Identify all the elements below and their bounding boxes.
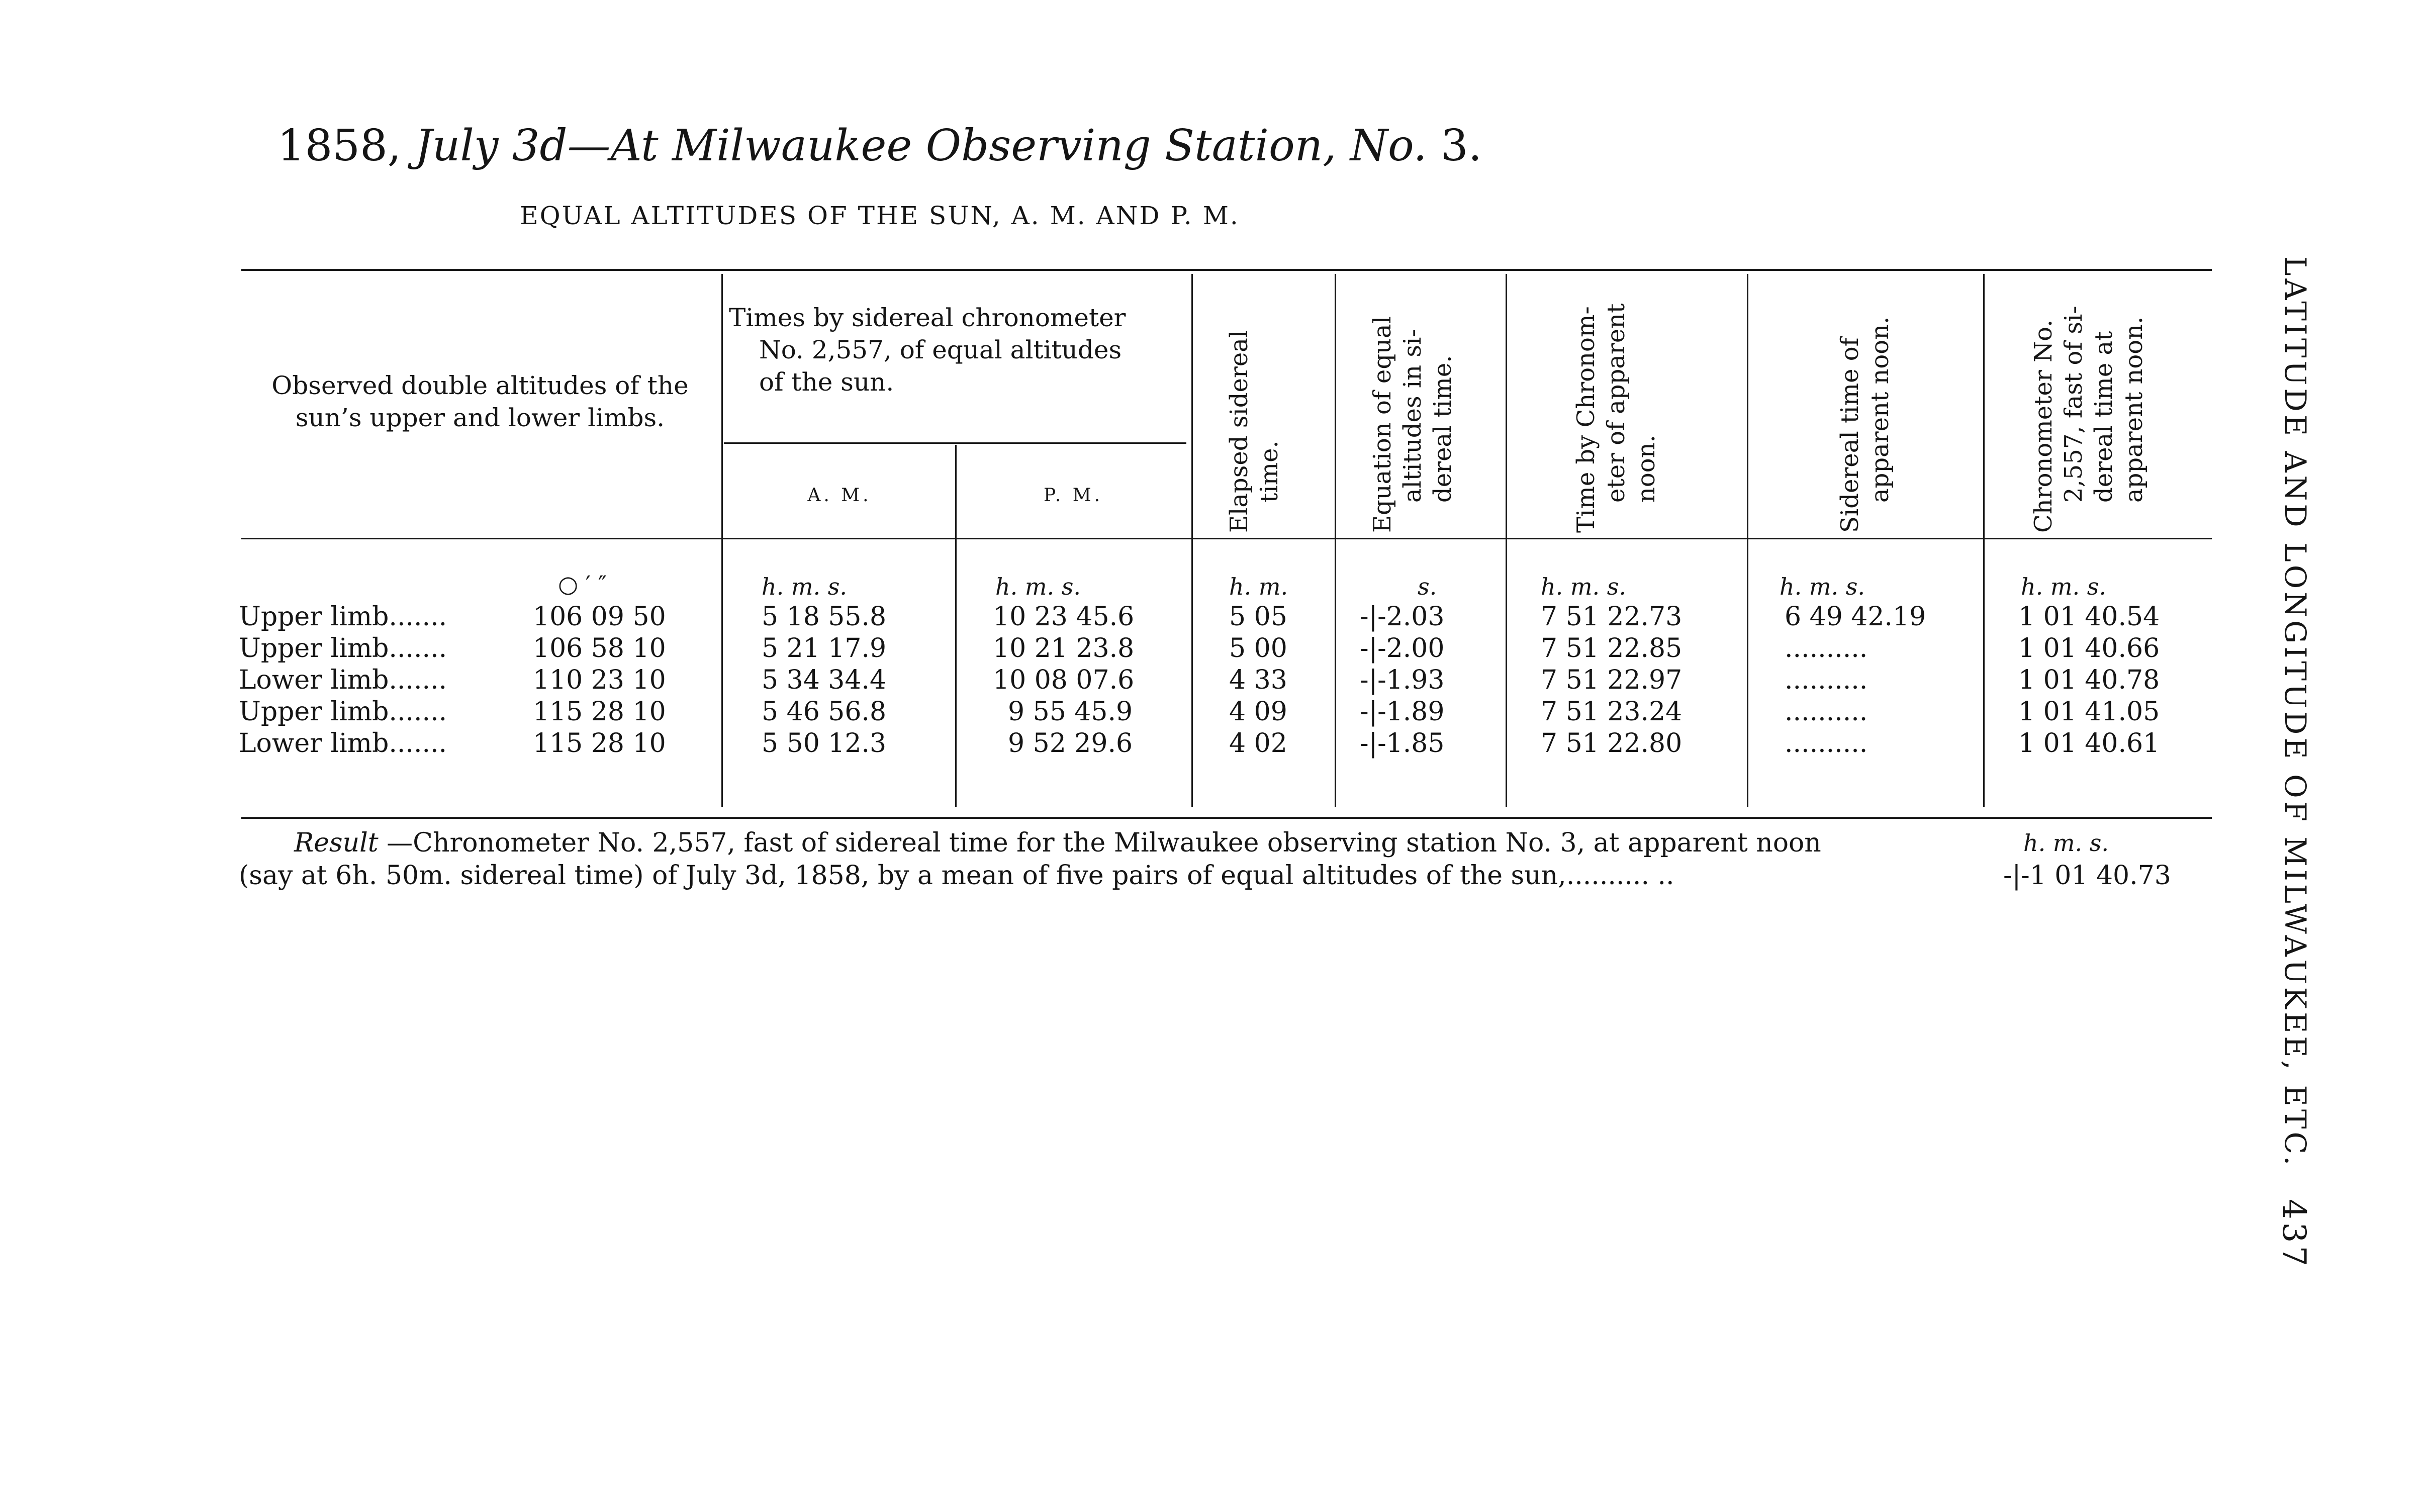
row-chron: 7 51 22.97 [1541,665,1683,695]
col-divider-1 [721,274,723,807]
row-pm: 10 21 23.8 [993,633,1135,664]
row-fast: 1 01 40.78 [2018,665,2160,695]
header-pm: P. M. [1043,485,1103,506]
row-sidereal: .......... [1785,665,1868,695]
result-units: h. m. s. [2023,829,2109,857]
header-chronometer-time: Time by Chronom- eter of apparent noon. [1572,303,1660,533]
result-value: -|-1 01 40.73 [2003,861,2171,891]
row-am: 5 34 34.4 [762,665,887,695]
row-limb: Lower limb....... [239,665,447,695]
units-equation: s. [1418,573,1437,600]
row-elapsed: 4 09 [1229,697,1287,727]
title-year: 1858, [277,121,402,171]
row-altitude: 115 28 10 [533,728,666,759]
row-fast: 1 01 40.54 [2018,602,2160,632]
row-sidereal: .......... [1785,697,1868,727]
row-am: 5 46 56.8 [762,697,887,727]
row-chron: 7 51 22.80 [1541,728,1683,759]
row-elapsed: 4 02 [1229,728,1287,759]
units-altitude: ○ ′ ″ [558,571,607,598]
row-chron: 7 51 23.24 [1541,697,1683,727]
page-title [0,121,1759,171]
row-chron: 7 51 22.85 [1541,633,1683,664]
result-text-1: —Chronometer No. 2,557, fast of sidereal time for the Milwaukee observing station No. 3, at apparent noon [378,828,1821,858]
header-am: A. M. [807,485,872,506]
header-times-line2: No. 2,557, of equal altitudes [759,335,1122,364]
col-divider-7 [1983,274,1985,807]
header-altitudes: Observed double altitudes of the sun’s upper and lower limbs. [271,371,689,432]
row-pm: 9 52 29.6 [1008,728,1133,759]
title-date-station: July 3d—At Milwaukee Observing Station, No. [415,121,1427,171]
row-elapsed: 4 33 [1229,665,1287,695]
row-sidereal: .......... [1785,728,1868,759]
row-altitude: 106 09 50 [533,602,666,632]
row-fast: 1 01 40.66 [2018,633,2160,664]
row-fast: 1 01 41.05 [2018,697,2160,727]
row-elapsed: 5 00 [1229,633,1287,664]
row-limb: Lower limb....... [239,728,447,759]
units-sidereal: h. m. s. [1780,573,1865,600]
page-number: 437 [2275,1199,2312,1270]
running-header: LATITUDE AND LONGITUDE OF MILWAUKEE, ETC. [2278,256,2312,1169]
row-limb: Upper limb....... [239,697,447,727]
row-fast: 1 01 40.61 [2018,728,2160,759]
col-divider-5 [1506,274,1507,807]
row-equation: -|-1.89 [1360,697,1445,727]
row-elapsed: 5 05 [1229,602,1287,632]
row-am: 5 50 12.3 [762,728,887,759]
units-am: h. m. s. [762,573,847,600]
row-pm: 10 08 07.6 [993,665,1135,695]
result-label: Result [294,828,379,858]
times-sub-rule [724,442,1186,444]
result-line-2: (say at 6h. 50m. sidereal time) of July 3d, 1858, by a mean of five pairs of equal altitudes of the sun,.......... .. [239,861,1674,891]
row-altitude: 106 58 10 [533,633,666,664]
units-pm: h. m. s. [995,573,1081,600]
row-equation: -|-1.85 [1360,728,1445,759]
table-bottom-rule [241,817,2212,819]
page-subtitle: EQUAL ALTITUDES OF THE SUN, A. M. AND P. M. [520,201,1240,230]
header-equation: Equation of equal altitudes in si- dereal time. [1368,316,1457,533]
row-limb: Upper limb....... [239,602,447,632]
header-elapsed: Elapsed sidereal time. [1225,330,1283,533]
row-altitude: 115 28 10 [533,697,666,727]
row-equation: -|-2.03 [1360,602,1445,632]
row-am: 5 18 55.8 [762,602,887,632]
header-bottom-rule [241,538,2212,539]
col-divider-6 [1747,274,1748,807]
table-top-rule [241,269,2212,271]
result-line-1 [294,827,1821,859]
row-am: 5 21 17.9 [762,633,887,664]
header-chronometer-fast: Chronometer No. 2,557, fast of si- dereal time at apparent noon. [2029,306,2148,533]
row-pm: 9 55 45.9 [1008,697,1133,727]
row-chron: 7 51 22.73 [1541,602,1683,632]
row-sidereal: .......... [1785,633,1868,664]
row-sidereal: 6 49 42.19 [1785,602,1926,632]
row-equation: -|-1.93 [1360,665,1445,695]
title-number: 3. [1441,121,1482,171]
col-divider-3 [1191,274,1193,807]
col-divider-4 [1335,274,1336,807]
units-chron: h. m. s. [1541,573,1626,600]
row-limb: Upper limb....... [239,633,447,664]
col-divider-2 [955,445,957,807]
row-equation: -|-2.00 [1360,633,1445,664]
units-elapsed: h. m. [1229,573,1288,600]
header-sidereal-time: Sidereal time of apparent noon. [1836,316,1894,533]
row-altitude: 110 23 10 [533,665,666,695]
header-times-line1: Times by sidereal chronometer [729,303,1126,332]
row-pm: 10 23 45.6 [993,602,1135,632]
header-times-line3: of the sun. [759,367,894,397]
units-fast: h. m. s. [2021,573,2106,600]
